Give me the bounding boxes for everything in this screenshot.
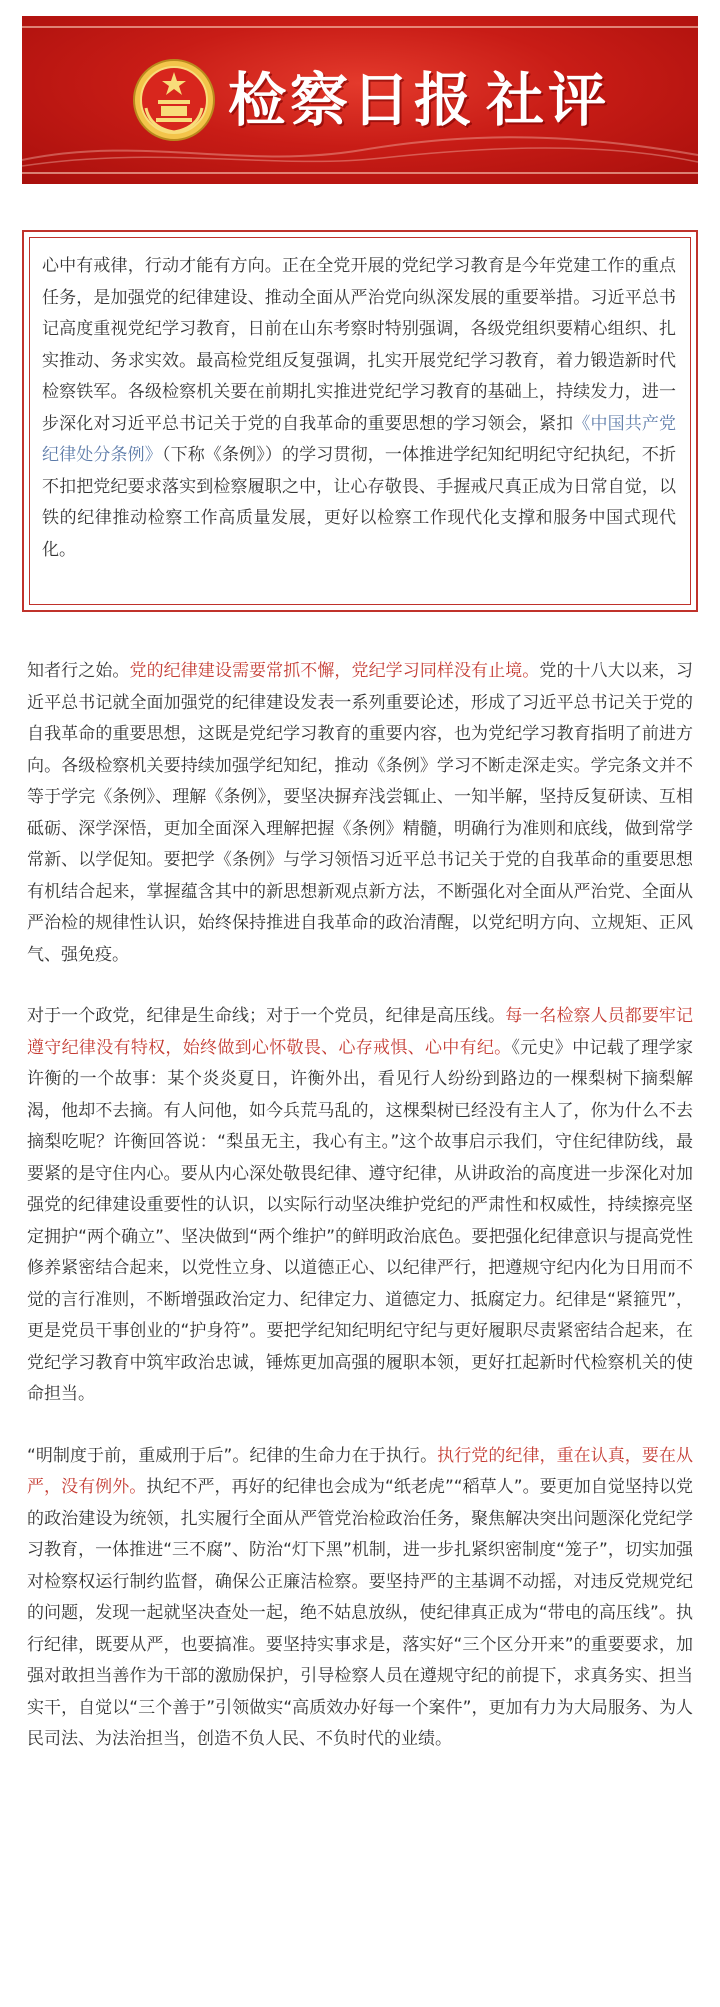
paragraph-2-text: 《元史》中记载了理学家许衡的一个故事：某个炎炎夏日，许衡外出，看见行人纷纷到路边的一棵梨树下摘梨解渴，他却不去摘。有人问他，如今兵荒马乱的，这棵梨树已经没有主人了，你为什么不去摘梨吃呢？许衡回答说：“梨虽无主，我心有主。”这个故事启示我们，守住纪律防线，最要紧的是守住内心。要从内心深处敬畏纪律、遵守纪律，从讲政治的高度进一步深化对加强党的纪律建设重要性的认识，以实际行动坚决维护党纪的严肃性和权威性，持续擦亮坚定拥护“两个确立”、坚决做到“两个维护”的鲜明政治底色。要把强化纪律意识与提高党性修养紧密结合起来，以党性立身、以道德正心、以纪律严行，把遵规守纪内化为日用而不觉的言行准则，不断增强政治定力、纪律定力、道德定力、抵腐定力。纪律是“紧箍咒”，更是党员干事创业的“护身符”。要把学纪知纪明纪守纪与更好履职尽责紧密结合起来，在党纪学习教育中筑牢政治忠诚，锤炼更加高强的履职本领，更好扛起新时代检察机关的使命担当。 — [27, 1037, 694, 1404]
body-paragraph-1 — [27, 656, 693, 971]
paragraph-3-intro: “明制度于前，重威刑于后”。纪律的生命力在于执行。 — [27, 1445, 438, 1466]
paragraph-1-highlight: 党的纪律建设需要常抓不懈，党纪学习同样没有止境。 — [129, 661, 540, 681]
paragraph-1-text: 党的十八大以来，习近平总书记就全面加强党的纪律建设发表一系列重要论述，形成了习近平总书记关于党的自我革命的重要思想，这既是党纪学习教育的重要内容，也为党纪学习教育指明了前进方向。各级检察机关要持续加强学纪知纪，推动《条例》学习不断走深走实。学完条文并不等于学完《条例》、理解《条例》，要坚决摒弃浅尝辄止、一知半解，坚持反复研读、互相砥砺、深学深悟，更加全面深入理解把握《条例》精髓，明确行为准则和底线，做到常学常新、以学促知。要把学《条例》与学习领悟习近平总书记关于党的自我革命的重要思想有机结合起来，掌握蕴含其中的新思想新观点新方法，不断强化对全面从严治党、全面从严治检的规律性认识，始终保持推进自我革命的政治清醒，以党纪明方向、立规矩、正风气、强免疫。 — [27, 661, 694, 965]
paragraph-3-text: 执纪不严，再好的纪律也会成为“纸老虎”“稻草人”。要更加自觉坚持以党的政治建设为统领，扎实履行全面从严管党治检政治任务，聚焦解决突出问题深化党纪学习教育，一体推进“三不腐”、防治“灯下黑”机制，进一步扎紧织密制度“笼子”，切实加强对检察权运行制约监督，确保公正廉洁检察。要坚持严的主基调不动摇，对违反党规党纪的问题，发现一起就坚决查处一起，绝不姑息放纵，使纪律真正成为“带电的高压线”。执行纪律，既要从严，也要搞准。要坚持实事求是，落实好“三个区分开来”的重要要求，加强对敢担当善作为干部的激励保护，引导检察人员在遵规守纪的前提下，求真务实、担当实干，自觉以“三个善于”引领做实“高质效办好每一个案件”，更加有力为大局服务、为人民司法、为法治担当，创造不负人民、不负时代的业绩。 — [27, 1477, 694, 1749]
masthead-section: 社评 — [486, 66, 611, 134]
article-body — [27, 656, 693, 1786]
banner-bottom-rule — [22, 172, 698, 174]
body-paragraph-3 — [27, 1441, 693, 1756]
lead-paragraph — [42, 251, 676, 566]
lead-frame — [22, 230, 698, 612]
paragraph-2-intro: 对于一个政党，纪律是生命线；对于一个党员，纪律是高压线。 — [27, 1006, 506, 1026]
masthead-name: 检察日报 — [228, 66, 477, 134]
paragraph-1-intro: 知者行之始。 — [27, 661, 130, 681]
paragraph-2-highlight: 每一名检察人员都要牢记遵守纪律没有特权，始终做到心怀敬畏、心存戒惧、心中有纪。 — [27, 1006, 694, 1058]
lead-text-part1: 心中有戒律，行动才能有方向。正在全党开展的党纪学习教育是今年党建工作的重点任务，是加强党的纪律建设、推动全面从严治党向纵深发展的重要举措。习近平总书记高度重视党纪学习教育，日前在山东考察时特别强调，各级党组织要精心组织、扎实推动、务求实效。最高检党组反复强调，扎实开展党纪学习教育，着力锻造新时代检察铁军。各级检察机关要在前期扎实推进党纪学习教育的基础上，持续发力，进一步深化对习近平总书记关于党的自我革命的重要思想的学习领会，紧扣 — [42, 256, 676, 434]
paragraph-3-highlight: 执行党的纪律，重在认真，要在从严，没有例外。 — [27, 1445, 693, 1497]
masthead-title — [228, 60, 610, 140]
lead-inner-frame — [29, 237, 691, 605]
masthead-banner — [22, 16, 698, 184]
procuratorate-emblem-icon — [132, 58, 216, 142]
regulation-link[interactable]: 《中国共产党纪律处分条例》 — [42, 413, 677, 465]
body-paragraph-2 — [27, 1001, 693, 1411]
banner-top-rule — [22, 26, 698, 28]
lead-text-part2: （下称《条例》）的学习贯彻，一体推进学纪知纪明纪守纪执纪，不折不扣把党纪要求落实到检察履职之中，让心存敬畏、手握戒尺真正成为日常自觉，以铁的纪律推动检察工作高质量发展，更好以检察工作现代化支撑和服务中国式现代化。 — [42, 445, 677, 560]
